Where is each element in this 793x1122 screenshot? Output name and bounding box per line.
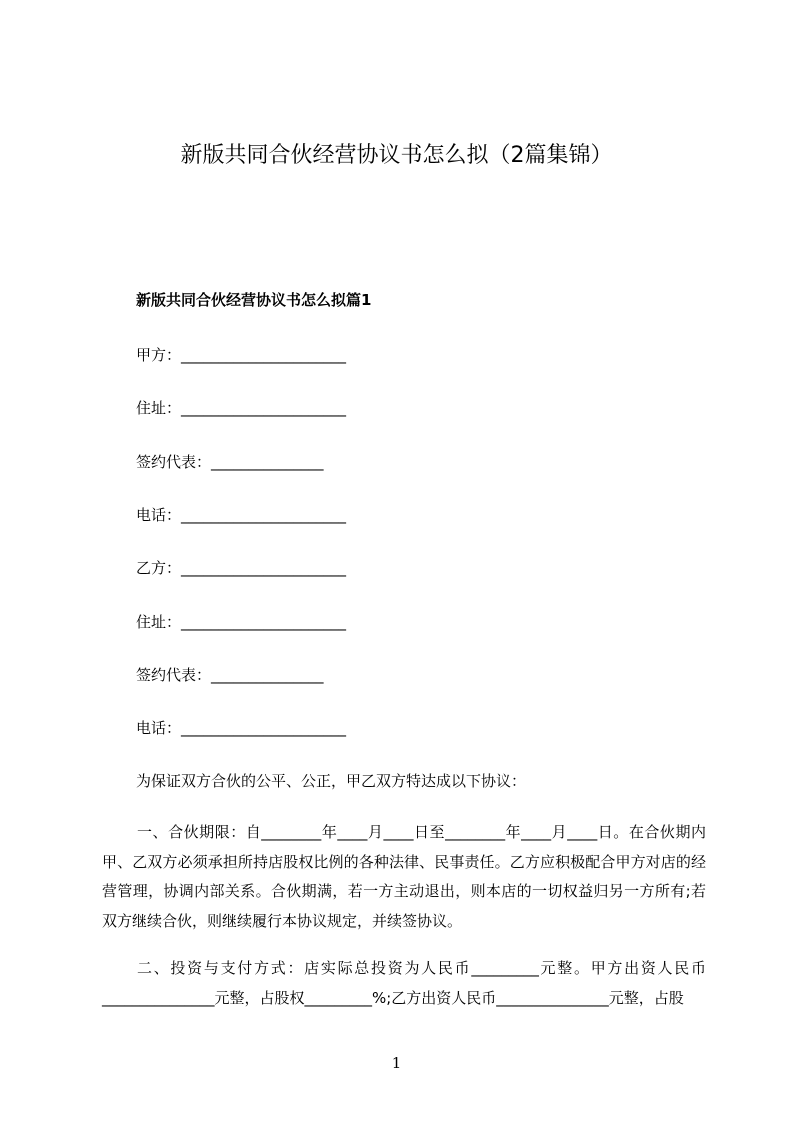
party-b-representative-field: 签约代表：_______________ bbox=[136, 666, 324, 684]
party-a-address-field: 住址：______________________ bbox=[136, 399, 347, 417]
page-number: 1 bbox=[391, 1054, 402, 1072]
document-title: 新版共同合伙经营协议书怎么拟（2篇集锦） bbox=[180, 143, 613, 168]
agreement-intro: 为保证双方合伙的公平、公正，甲乙双方特达成以下协议： bbox=[136, 772, 527, 790]
section-heading: 新版共同合伙经营协议书怎么拟篇1 bbox=[136, 291, 372, 309]
clause-investment: 二、投资与支付方式：店实际总投资为人民币_________元整。甲方出资人民币_______________元整，占股权_________%;乙方出资人民币_______________元整，占股 bbox=[102, 959, 706, 1007]
party-b-phone-field: 电话：______________________ bbox=[136, 719, 347, 737]
party-a-representative-field: 签约代表：_______________ bbox=[136, 453, 324, 471]
clause-term: 一、合伙期限：自________年____月____日至________年____月____日。在合伙期内甲、乙双方必须承担所持店股权比例的各种法律、民事责任。乙方应积极配合甲方对店的经营管理，协调内部关系。合伙期满，若一方主动退出，则本店的一切权益归另一方所有;若双方继续合伙，则继续履行本协议规定，并续签协议。 bbox=[102, 823, 706, 930]
party-b-address-field: 住址：______________________ bbox=[136, 613, 347, 631]
party-a-phone-field: 电话：______________________ bbox=[136, 506, 347, 524]
party-b-field: 乙方：______________________ bbox=[136, 559, 347, 577]
party-a-field: 甲方：______________________ bbox=[136, 346, 347, 364]
